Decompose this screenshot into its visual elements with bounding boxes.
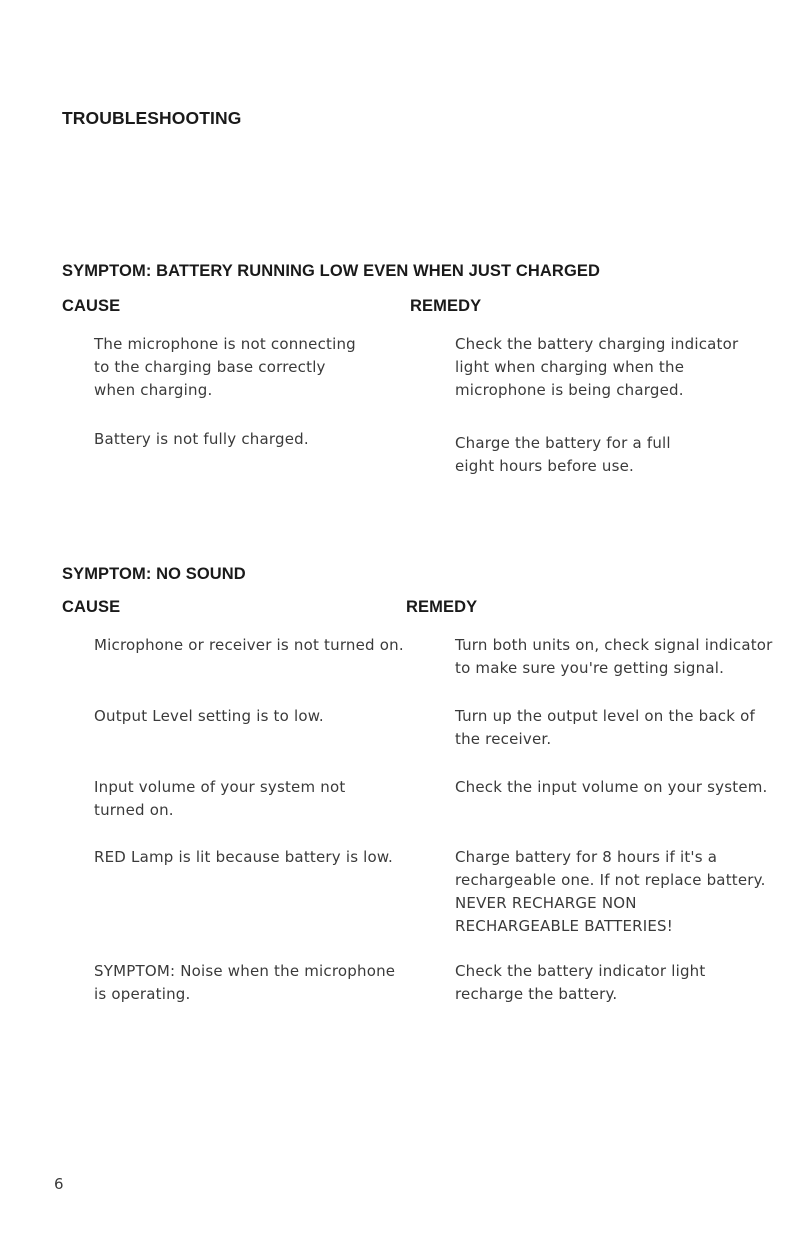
text-line: eight hours before use.: [455, 457, 634, 475]
symptom-heading-battery: SYMPTOM: BATTERY RUNNING LOW EVEN WHEN JUST CHARGED: [62, 262, 601, 280]
text-line: Charge the battery for a full: [455, 434, 671, 452]
remedy-text: [455, 846, 785, 938]
text-line: RECHARGEABLE BATTERIES!: [455, 917, 673, 935]
text-line: RED Lamp is lit because battery is low.: [94, 848, 393, 866]
text-line: light when charging when the: [455, 358, 685, 376]
cause-header: CAUSE: [62, 598, 121, 616]
cause-text: [94, 776, 424, 822]
remedy-text: [455, 960, 785, 1006]
cause-text: [94, 705, 424, 728]
text-line: Check the input volume on your system.: [455, 778, 768, 796]
cause-text: [94, 428, 424, 451]
page-number: 6: [54, 1175, 64, 1193]
text-line: Battery is not fully charged.: [94, 430, 309, 448]
text-line: NEVER RECHARGE NON: [455, 894, 637, 912]
text-line: the receiver.: [455, 730, 552, 748]
text-line: microphone is being charged.: [455, 381, 684, 399]
cause-text: [94, 634, 424, 657]
remedy-header: REMEDY: [410, 297, 482, 315]
text-line: Microphone or receiver is not turned on.: [94, 636, 404, 654]
text-line: SYMPTOM: Noise when the microphone: [94, 962, 396, 980]
text-line: Check the battery charging indicator: [455, 335, 739, 353]
text-line: Charge battery for 8 hours if it's a: [455, 848, 718, 866]
text-line: when charging.: [94, 381, 213, 399]
text-line: Turn both units on, check signal indicator: [455, 636, 773, 654]
cause-text: [94, 333, 424, 402]
text-line: recharge the battery.: [455, 985, 618, 1003]
cause-header: CAUSE: [62, 297, 121, 315]
page-title: TROUBLESHOOTING: [62, 108, 242, 128]
text-line: Input volume of your system not: [94, 778, 346, 796]
remedy-text: [455, 634, 785, 680]
remedy-header: REMEDY: [406, 598, 478, 616]
text-line: turned on.: [94, 801, 174, 819]
text-line: Turn up the output level on the back of: [455, 707, 755, 725]
text-line: rechargeable one. If not replace battery.: [455, 871, 766, 889]
text-line: to make sure you're getting signal.: [455, 659, 725, 677]
remedy-text: [455, 705, 785, 751]
text-line: The microphone is not connecting: [94, 335, 356, 353]
text-line: Check the battery indicator light: [455, 962, 706, 980]
text-line: Output Level setting is to low.: [94, 707, 324, 725]
cause-text: [94, 846, 424, 869]
text-line: is operating.: [94, 985, 191, 1003]
remedy-text: [455, 776, 785, 799]
text-line: to the charging base correctly: [94, 358, 326, 376]
remedy-text: [455, 432, 785, 478]
remedy-text: [455, 333, 785, 402]
cause-text: [94, 960, 424, 1006]
symptom-heading-no-sound: SYMPTOM: NO SOUND: [62, 565, 246, 583]
